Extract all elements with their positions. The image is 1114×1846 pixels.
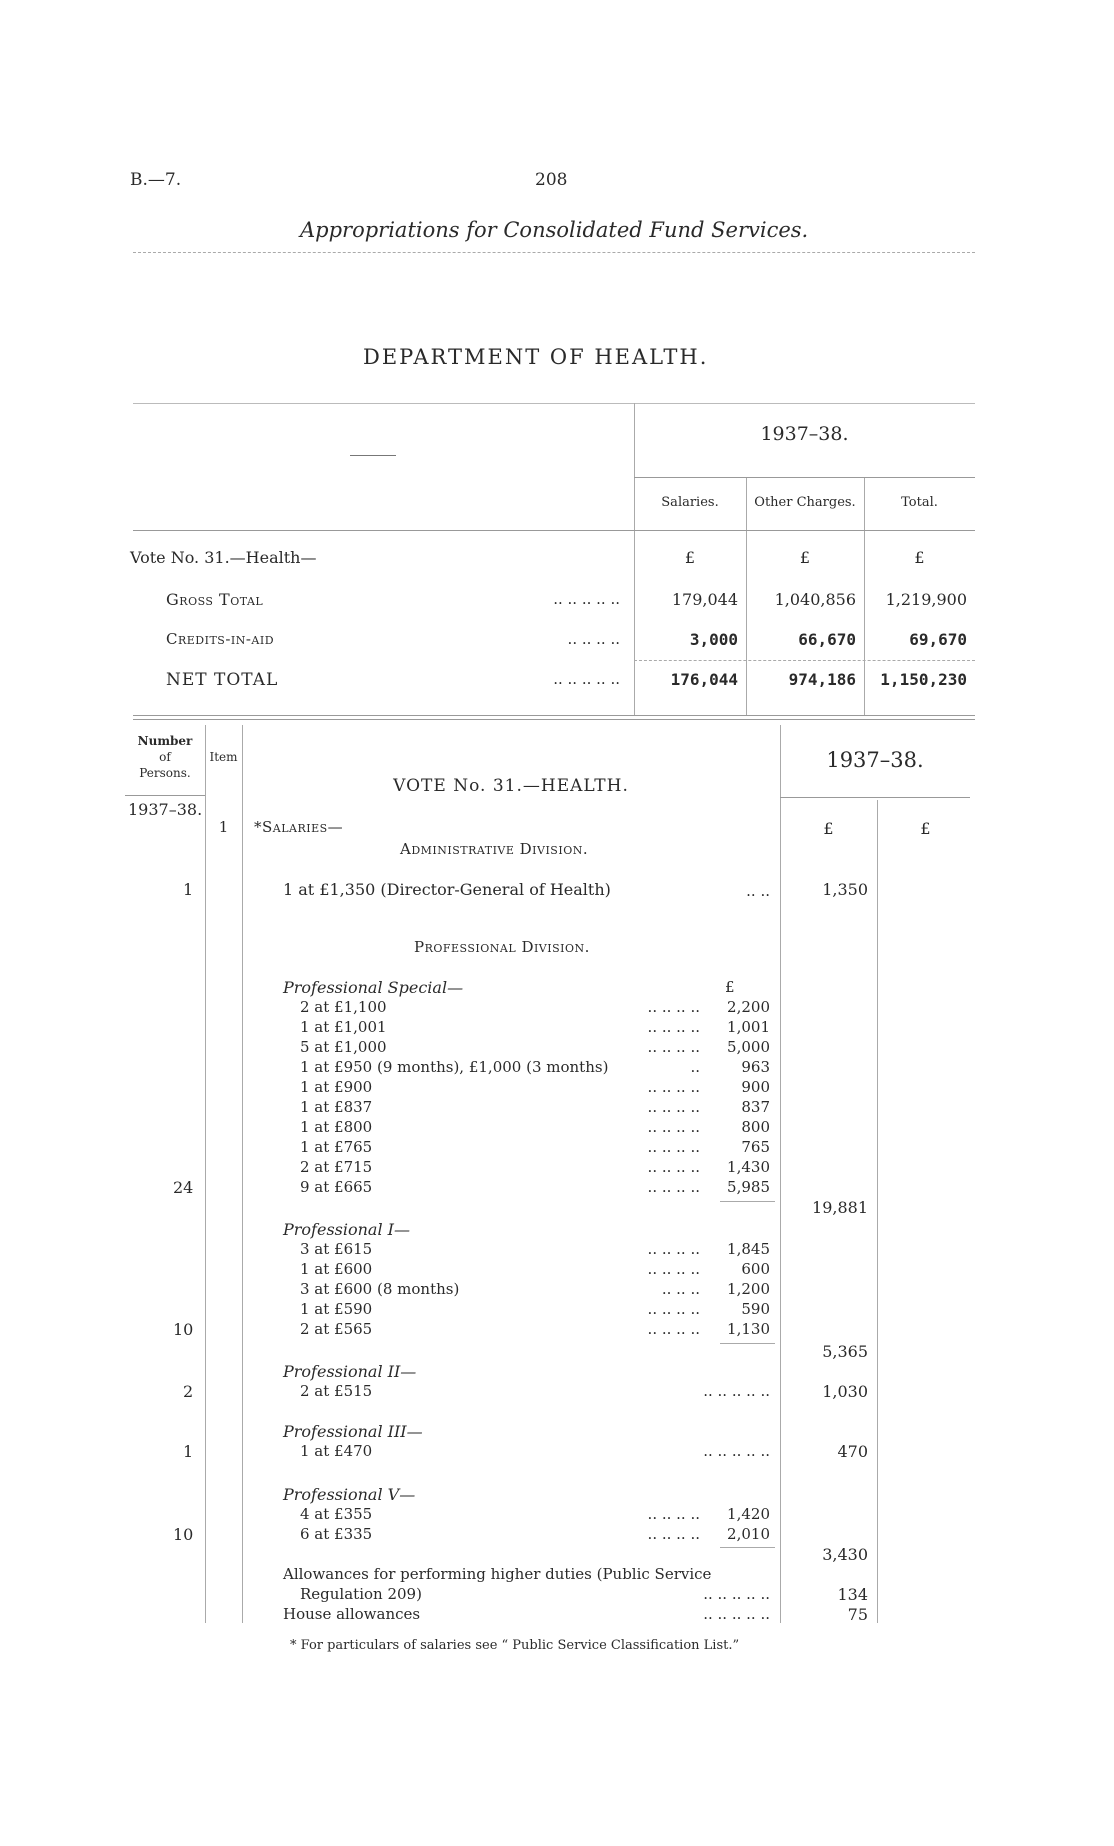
column-header-total: Total. (901, 495, 938, 510)
gross-total-label: Gross Total (166, 590, 264, 609)
column-header-of: of (159, 750, 171, 764)
net-total-label: NET TOTAL (166, 670, 279, 690)
leader-dots: .. .. .. .. .. (703, 1585, 770, 1603)
subtotal-rule (720, 1343, 775, 1344)
summary-dash (350, 455, 396, 456)
special-total: 19,881 (812, 1198, 868, 1217)
p1-total: 5,365 (822, 1342, 868, 1361)
special-count: 24 (173, 1178, 194, 1197)
list-item: 1 at £900 (300, 1078, 373, 1096)
page-reference: B.—7. (130, 170, 182, 190)
credits-in-aid-salaries: 3,000 (689, 630, 738, 649)
list-item-amount: 1,200 (727, 1280, 770, 1298)
column-header-salaries: Salaries. (661, 495, 719, 510)
summary-year: 1937–38. (760, 423, 849, 445)
house-allowances-amount: 75 (847, 1605, 868, 1624)
summary-top-rule (133, 403, 975, 404)
professional-iii-heading: Professional III— (283, 1422, 423, 1441)
gross-total-total: 1,219,900 (885, 590, 967, 609)
leader-dots: .. .. (746, 882, 770, 900)
header-rule (780, 797, 970, 798)
leader-dots: .. .. .. .. .. (703, 1442, 770, 1460)
item-number: 1 (218, 818, 229, 836)
p5-total: 3,430 (822, 1545, 868, 1564)
p3-amount: 470 (837, 1442, 868, 1461)
gross-total-other: 1,040,856 (774, 590, 856, 609)
list-item: 4 at £355 (300, 1505, 373, 1523)
leader-dots: .. .. .. .. (647, 1138, 700, 1156)
net-total-total: 1,150,230 (880, 670, 967, 689)
column-rule (877, 800, 878, 1623)
list-item-amount: 1,430 (727, 1158, 770, 1176)
leader-dots: .. .. .. .. (647, 1240, 700, 1258)
list-item-amount: 600 (741, 1260, 770, 1278)
detail-title: VOTE No. 31.—HEALTH. (393, 776, 629, 796)
list-item: 2 at £515 (300, 1382, 373, 1400)
list-item-amount: 963 (741, 1058, 770, 1076)
list-item-amount: 5,985 (727, 1178, 770, 1196)
list-item-amount: 900 (741, 1078, 770, 1096)
leader-dots: .. .. .. (661, 1280, 700, 1298)
list-item-amount: 2,200 (727, 998, 770, 1016)
gross-total-salaries: 179,044 (671, 590, 738, 609)
summary-subheader-rule (634, 477, 975, 478)
list-item: 1 at £800 (300, 1118, 373, 1136)
vote-label: Vote No. 31.—Health— (130, 548, 317, 567)
list-item: 9 at £665 (300, 1178, 373, 1196)
leader-dots: .. .. .. .. (647, 1038, 700, 1056)
professional-ii-heading: Professional II— (283, 1362, 417, 1381)
professional-division-heading: Professional Division. (414, 938, 590, 956)
salaries-heading: *Salaries— (254, 818, 344, 836)
currency-symbol: £ (914, 548, 925, 567)
page-number: 208 (535, 170, 568, 190)
admin-count: 1 (183, 880, 194, 899)
professional-v-heading: Professional V— (283, 1485, 416, 1504)
leader-dots: .. .. .. .. .. (553, 590, 620, 608)
list-item-amount: 1,001 (727, 1018, 770, 1036)
list-item: 2 at £1,100 (300, 998, 387, 1016)
admin-line: 1 at £1,350 (Director-General of Health) (283, 880, 611, 899)
list-item-amount: 765 (741, 1138, 770, 1156)
professional-special-heading: Professional Special— (283, 978, 464, 997)
leader-dots: .. .. .. .. (647, 998, 700, 1016)
leader-dots: .. .. .. .. (647, 1078, 700, 1096)
leader-dots: .. .. .. .. (647, 1260, 700, 1278)
leader-dots: .. .. .. .. (647, 1158, 700, 1176)
p1-count: 10 (173, 1320, 194, 1339)
leader-dots: .. .. .. .. (647, 1320, 700, 1338)
list-item: 1 at £950 (9 months), £1,000 (3 months) (300, 1058, 609, 1076)
professional-i-heading: Professional I— (283, 1220, 410, 1239)
column-header-persons: Persons. (139, 766, 191, 780)
list-item-amount: 1,420 (727, 1505, 770, 1523)
net-total-other: 974,186 (788, 670, 856, 689)
allowances-amount: 134 (837, 1585, 868, 1604)
column-rule (205, 725, 206, 1623)
credits-in-aid-label: Credits-in-aid (166, 630, 275, 648)
currency-symbol: £ (684, 548, 696, 567)
currency-symbol: £ (823, 819, 834, 838)
summary-header-rule (133, 530, 975, 531)
list-item: 5 at £1,000 (300, 1038, 387, 1056)
leader-dots: .. .. .. .. (647, 1098, 700, 1116)
department-title: DEPARTMENT OF HEALTH. (363, 345, 709, 369)
subtotal-rule (720, 1547, 775, 1548)
leader-dots: .. .. .. .. .. (553, 670, 620, 688)
p2-count: 2 (183, 1382, 194, 1401)
summary-bottom-rule (133, 715, 975, 716)
leader-dots: .. .. .. .. (647, 1505, 700, 1523)
header-rule (133, 252, 975, 253)
column-header-other-charges: Other Charges. (754, 495, 856, 510)
list-item: 1 at £590 (300, 1300, 373, 1318)
list-item: 3 at £600 (8 months) (300, 1280, 460, 1298)
leader-dots: .. (690, 1058, 700, 1076)
subtotal-rule (720, 1201, 775, 1202)
currency-symbol: £ (725, 978, 735, 996)
leader-dots: .. .. .. .. (647, 1018, 700, 1036)
currency-symbol: £ (920, 819, 931, 838)
leader-dots: .. .. .. .. (647, 1178, 700, 1196)
summary-bottom-rule-2 (133, 719, 975, 720)
footnote: * For particulars of salaries see “ Public Service Classification List.” (290, 1638, 740, 1653)
currency-symbol: £ (799, 548, 811, 567)
list-item-amount: 5,000 (727, 1038, 770, 1056)
leader-dots: .. .. .. .. (647, 1118, 700, 1136)
list-item: 1 at £470 (300, 1442, 373, 1460)
list-item-amount: 837 (741, 1098, 770, 1116)
p5-count: 10 (173, 1525, 194, 1544)
allowances-line-2: Regulation 209) (300, 1585, 422, 1603)
p2-amount: 1,030 (822, 1382, 868, 1401)
column-rule (780, 725, 781, 1623)
credits-in-aid-total: 69,670 (909, 630, 967, 649)
page-subtitle: Appropriations for Consolidated Fund Services. (300, 218, 809, 242)
administrative-division-heading: Administrative Division. (400, 840, 589, 858)
summary-subtotal-rule (634, 660, 975, 661)
list-item-amount: 1,845 (727, 1240, 770, 1258)
column-header-number: Number (137, 734, 193, 748)
p3-count: 1 (183, 1442, 194, 1461)
list-item: 1 at £1,001 (300, 1018, 387, 1036)
list-item-amount: 590 (741, 1300, 770, 1318)
leader-dots: .. .. .. .. (647, 1525, 700, 1543)
leader-dots: .. .. .. .. (647, 1300, 700, 1318)
leader-dots: .. .. .. .. (567, 630, 620, 648)
list-item: 2 at £565 (300, 1320, 373, 1338)
persons-year: 1937–38. (128, 800, 203, 819)
list-item-amount: 1,130 (727, 1320, 770, 1338)
list-item: 1 at £600 (300, 1260, 373, 1278)
column-rule (242, 725, 243, 1623)
credits-in-aid-other: 66,670 (798, 630, 856, 649)
column-header-item: Item (209, 750, 238, 764)
list-item: 1 at £837 (300, 1098, 373, 1116)
allowances-line: Allowances for performing higher duties (Public Service (283, 1565, 712, 1583)
house-allowances-line: House allowances (283, 1605, 421, 1623)
list-item: 2 at £715 (300, 1158, 373, 1176)
leader-dots: .. .. .. .. .. (703, 1605, 770, 1623)
list-item-amount: 800 (741, 1118, 770, 1136)
detail-year: 1937–38. (826, 748, 924, 772)
header-rule (125, 795, 205, 796)
list-item: 6 at £335 (300, 1525, 373, 1543)
net-total-salaries: 176,044 (670, 670, 738, 689)
list-item: 1 at £765 (300, 1138, 373, 1156)
list-item: 3 at £615 (300, 1240, 373, 1258)
list-item-amount: 2,010 (727, 1525, 770, 1543)
leader-dots: .. .. .. .. .. (703, 1382, 770, 1400)
admin-amount: 1,350 (822, 880, 868, 899)
